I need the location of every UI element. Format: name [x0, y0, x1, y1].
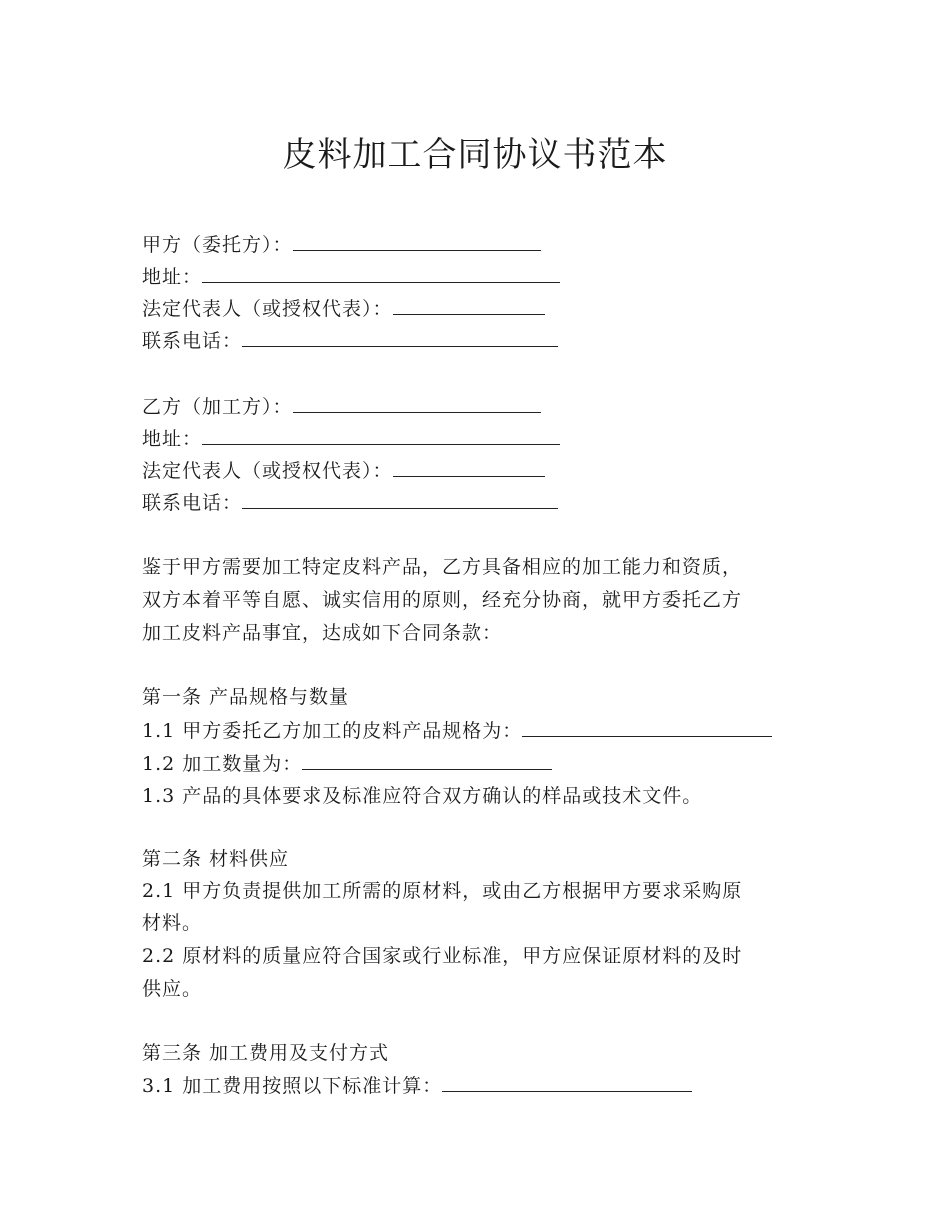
party-a-name-blank[interactable] [293, 228, 541, 251]
party-a-rep-line [142, 292, 545, 324]
party-b-rep-label: 法定代表人（或授权代表）： [142, 460, 393, 482]
party-b-phone-label: 联系电话： [142, 492, 243, 514]
preamble-line-1: 鉴于甲方需要加工特定皮料产品，乙方具备相应的加工能力和资质， [142, 556, 743, 578]
party-a-address-line [142, 260, 560, 292]
party-b-address-label: 地址： [142, 428, 203, 450]
party-a-address-blank[interactable] [202, 260, 560, 283]
party-b-name-line [142, 390, 541, 422]
article-1-clause-2 [142, 747, 552, 779]
party-a-address-label: 地址： [142, 266, 203, 288]
article-2-heading: 第二条 材料供应 [142, 848, 290, 870]
quantity-blank[interactable] [302, 747, 552, 770]
party-a-rep-label: 法定代表人（或授权代表）： [142, 298, 393, 320]
article-1-clause-1 [142, 714, 772, 746]
article-1-heading: 第一条 产品规格与数量 [142, 686, 350, 708]
party-b-name-blank[interactable] [293, 390, 541, 413]
party-a-rep-blank[interactable] [393, 292, 545, 315]
article-3-clause-1 [142, 1069, 692, 1101]
party-b-phone-line [142, 486, 558, 518]
fee-standard-blank[interactable] [442, 1069, 692, 1092]
article-2-clause-1-line-2: 材料。 [142, 912, 203, 934]
article-2-clause-1-line-1: 2.1 甲方负责提供加工所需的原材料，或由乙方根据甲方要求采购原 [142, 880, 743, 902]
party-b-name-label: 乙方（加工方）： [142, 396, 293, 418]
preamble-line-3: 加工皮料产品事宜，达成如下合同条款： [142, 622, 503, 644]
preamble-line-2: 双方本着平等自愿、诚实信用的原则，经充分协商，就甲方委托乙方 [142, 589, 743, 611]
party-b-rep-blank[interactable] [393, 454, 545, 477]
document-title: 皮料加工合同协议书范本 [282, 135, 668, 175]
party-b-address-line [142, 422, 560, 454]
article-1-clause-3: 1.3 产品的具体要求及标准应符合双方确认的样品或技术文件。 [142, 785, 703, 807]
party-a-phone-line [142, 324, 558, 356]
party-b-rep-line [142, 454, 545, 486]
party-a-name-line [142, 228, 541, 260]
party-a-name-label: 甲方（委托方）： [142, 234, 293, 256]
party-b-address-blank[interactable] [202, 422, 560, 445]
article-1-clause-1-text: 1.1 甲方委托乙方加工的皮料产品规格为： [142, 720, 523, 742]
party-a-phone-label: 联系电话： [142, 330, 243, 352]
party-a-phone-blank[interactable] [242, 324, 558, 347]
article-3-heading: 第三条 加工费用及支付方式 [142, 1042, 390, 1064]
article-2-clause-2-line-2: 供应。 [142, 978, 203, 1000]
article-2-clause-2-line-1: 2.2 原材料的质量应符合国家或行业标准，甲方应保证原材料的及时 [142, 945, 743, 967]
product-spec-blank[interactable] [522, 714, 772, 737]
article-1-clause-2-text: 1.2 加工数量为： [142, 753, 303, 775]
party-b-phone-blank[interactable] [242, 486, 558, 509]
article-3-clause-1-text: 3.1 加工费用按照以下标准计算： [142, 1075, 443, 1097]
